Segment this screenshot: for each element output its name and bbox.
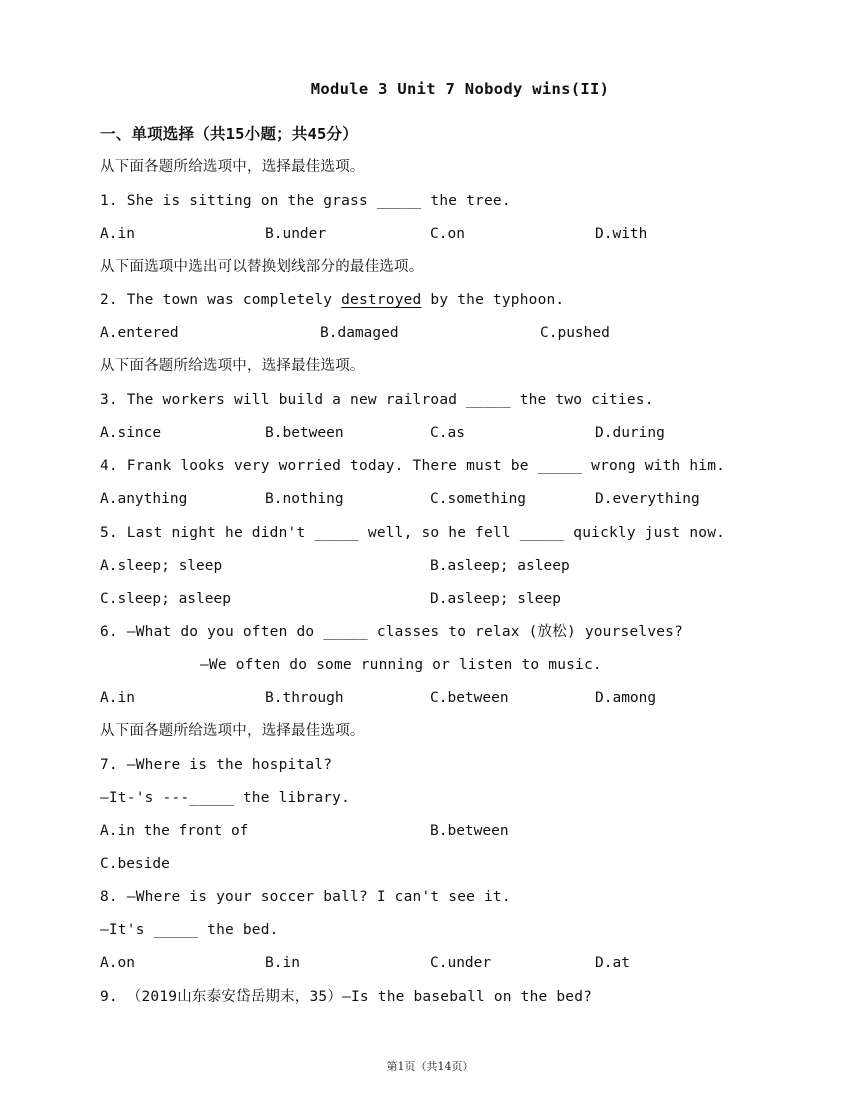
q2-text-post: by the typhoon. <box>421 292 565 308</box>
q4-option-d: D.everything <box>595 491 700 507</box>
q6-option-d: D.among <box>595 690 657 706</box>
instruction-3: 从下面各题所给选项中，选择最佳选项。 <box>100 358 365 374</box>
question-5: 5. Last night he didn't _____ well, so he fell _____ quickly just now. <box>100 525 726 541</box>
q3-option-c: C.as <box>430 425 465 441</box>
q3-option-a: A.since <box>100 425 162 441</box>
q2-option-c: C.pushed <box>540 325 610 341</box>
q1-option-a: A.in <box>100 226 135 242</box>
instruction-4: 从下面各题所给选项中，选择最佳选项。 <box>100 723 365 739</box>
instruction-1: 从下面各题所给选项中，选择最佳选项。 <box>100 159 365 175</box>
q5-option-c: C.sleep; asleep <box>100 591 231 607</box>
q4-option-a: A.anything <box>100 491 188 507</box>
q8-option-d: D.at <box>595 955 630 971</box>
q2-text-pre: 2. The town was completely <box>100 292 342 308</box>
q1-option-d: D.with <box>595 226 648 242</box>
q3-option-d: D.during <box>595 425 665 441</box>
q2-option-a: A.entered <box>100 325 179 341</box>
q1-option-b: B.under <box>265 226 327 242</box>
q8-option-c: C.under <box>430 955 492 971</box>
q3-option-b: B.between <box>265 425 344 441</box>
q8-option-b: B.in <box>265 955 300 971</box>
question-6-response: —We often do some running or listen to music. <box>200 657 602 673</box>
q7-option-b: B.between <box>430 823 509 839</box>
q2-underlined-word: destroyed <box>341 292 422 308</box>
question-7: 7. —Where is the hospital? <box>100 757 333 773</box>
question-9: 9. （2019山东泰安岱岳期末，35）—Is the baseball on the bed? <box>100 989 593 1005</box>
question-8: 8. —Where is your soccer ball? I can't see it. <box>100 889 511 905</box>
section-heading: 一、单项选择（共15小题；共45分） <box>100 125 358 143</box>
q4-option-b: B.nothing <box>265 491 344 507</box>
q6-option-c: C.between <box>430 690 509 706</box>
question-1: 1. She is sitting on the grass _____ the tree. <box>100 193 511 209</box>
q7-option-a: A.in the front of <box>100 823 249 839</box>
page-footer: 第1页（共14页） <box>386 1060 474 1073</box>
question-7-response: —It-'s ---_____ the library. <box>100 790 351 806</box>
question-3: 3. The workers will build a new railroad _____ the two cities. <box>100 392 654 408</box>
q5-option-a: A.sleep; sleep <box>100 558 223 574</box>
q5-option-b: B.asleep; asleep <box>430 558 570 574</box>
q8-option-a: A.on <box>100 955 135 971</box>
page-title: Module 3 Unit 7 Nobody wins(II) <box>310 80 610 98</box>
q4-option-c: C.something <box>430 491 527 507</box>
question-6: 6. —What do you often do _____ classes to relax (放松) yourselves? <box>100 624 684 640</box>
q7-option-c: C.beside <box>100 856 170 872</box>
q6-option-b: B.through <box>265 690 344 706</box>
question-8-response: —It's _____ the bed. <box>100 922 279 938</box>
q6-option-a: A.in <box>100 690 135 706</box>
q5-option-d: D.asleep; sleep <box>430 591 561 607</box>
question-2 <box>100 290 564 310</box>
q2-option-b: B.damaged <box>320 325 399 341</box>
question-4: 4. Frank looks very worried today. There must be _____ wrong with him. <box>100 458 726 474</box>
instruction-2: 从下面选项中选出可以替换划线部分的最佳选项。 <box>100 259 424 275</box>
q1-option-c: C.on <box>430 226 465 242</box>
